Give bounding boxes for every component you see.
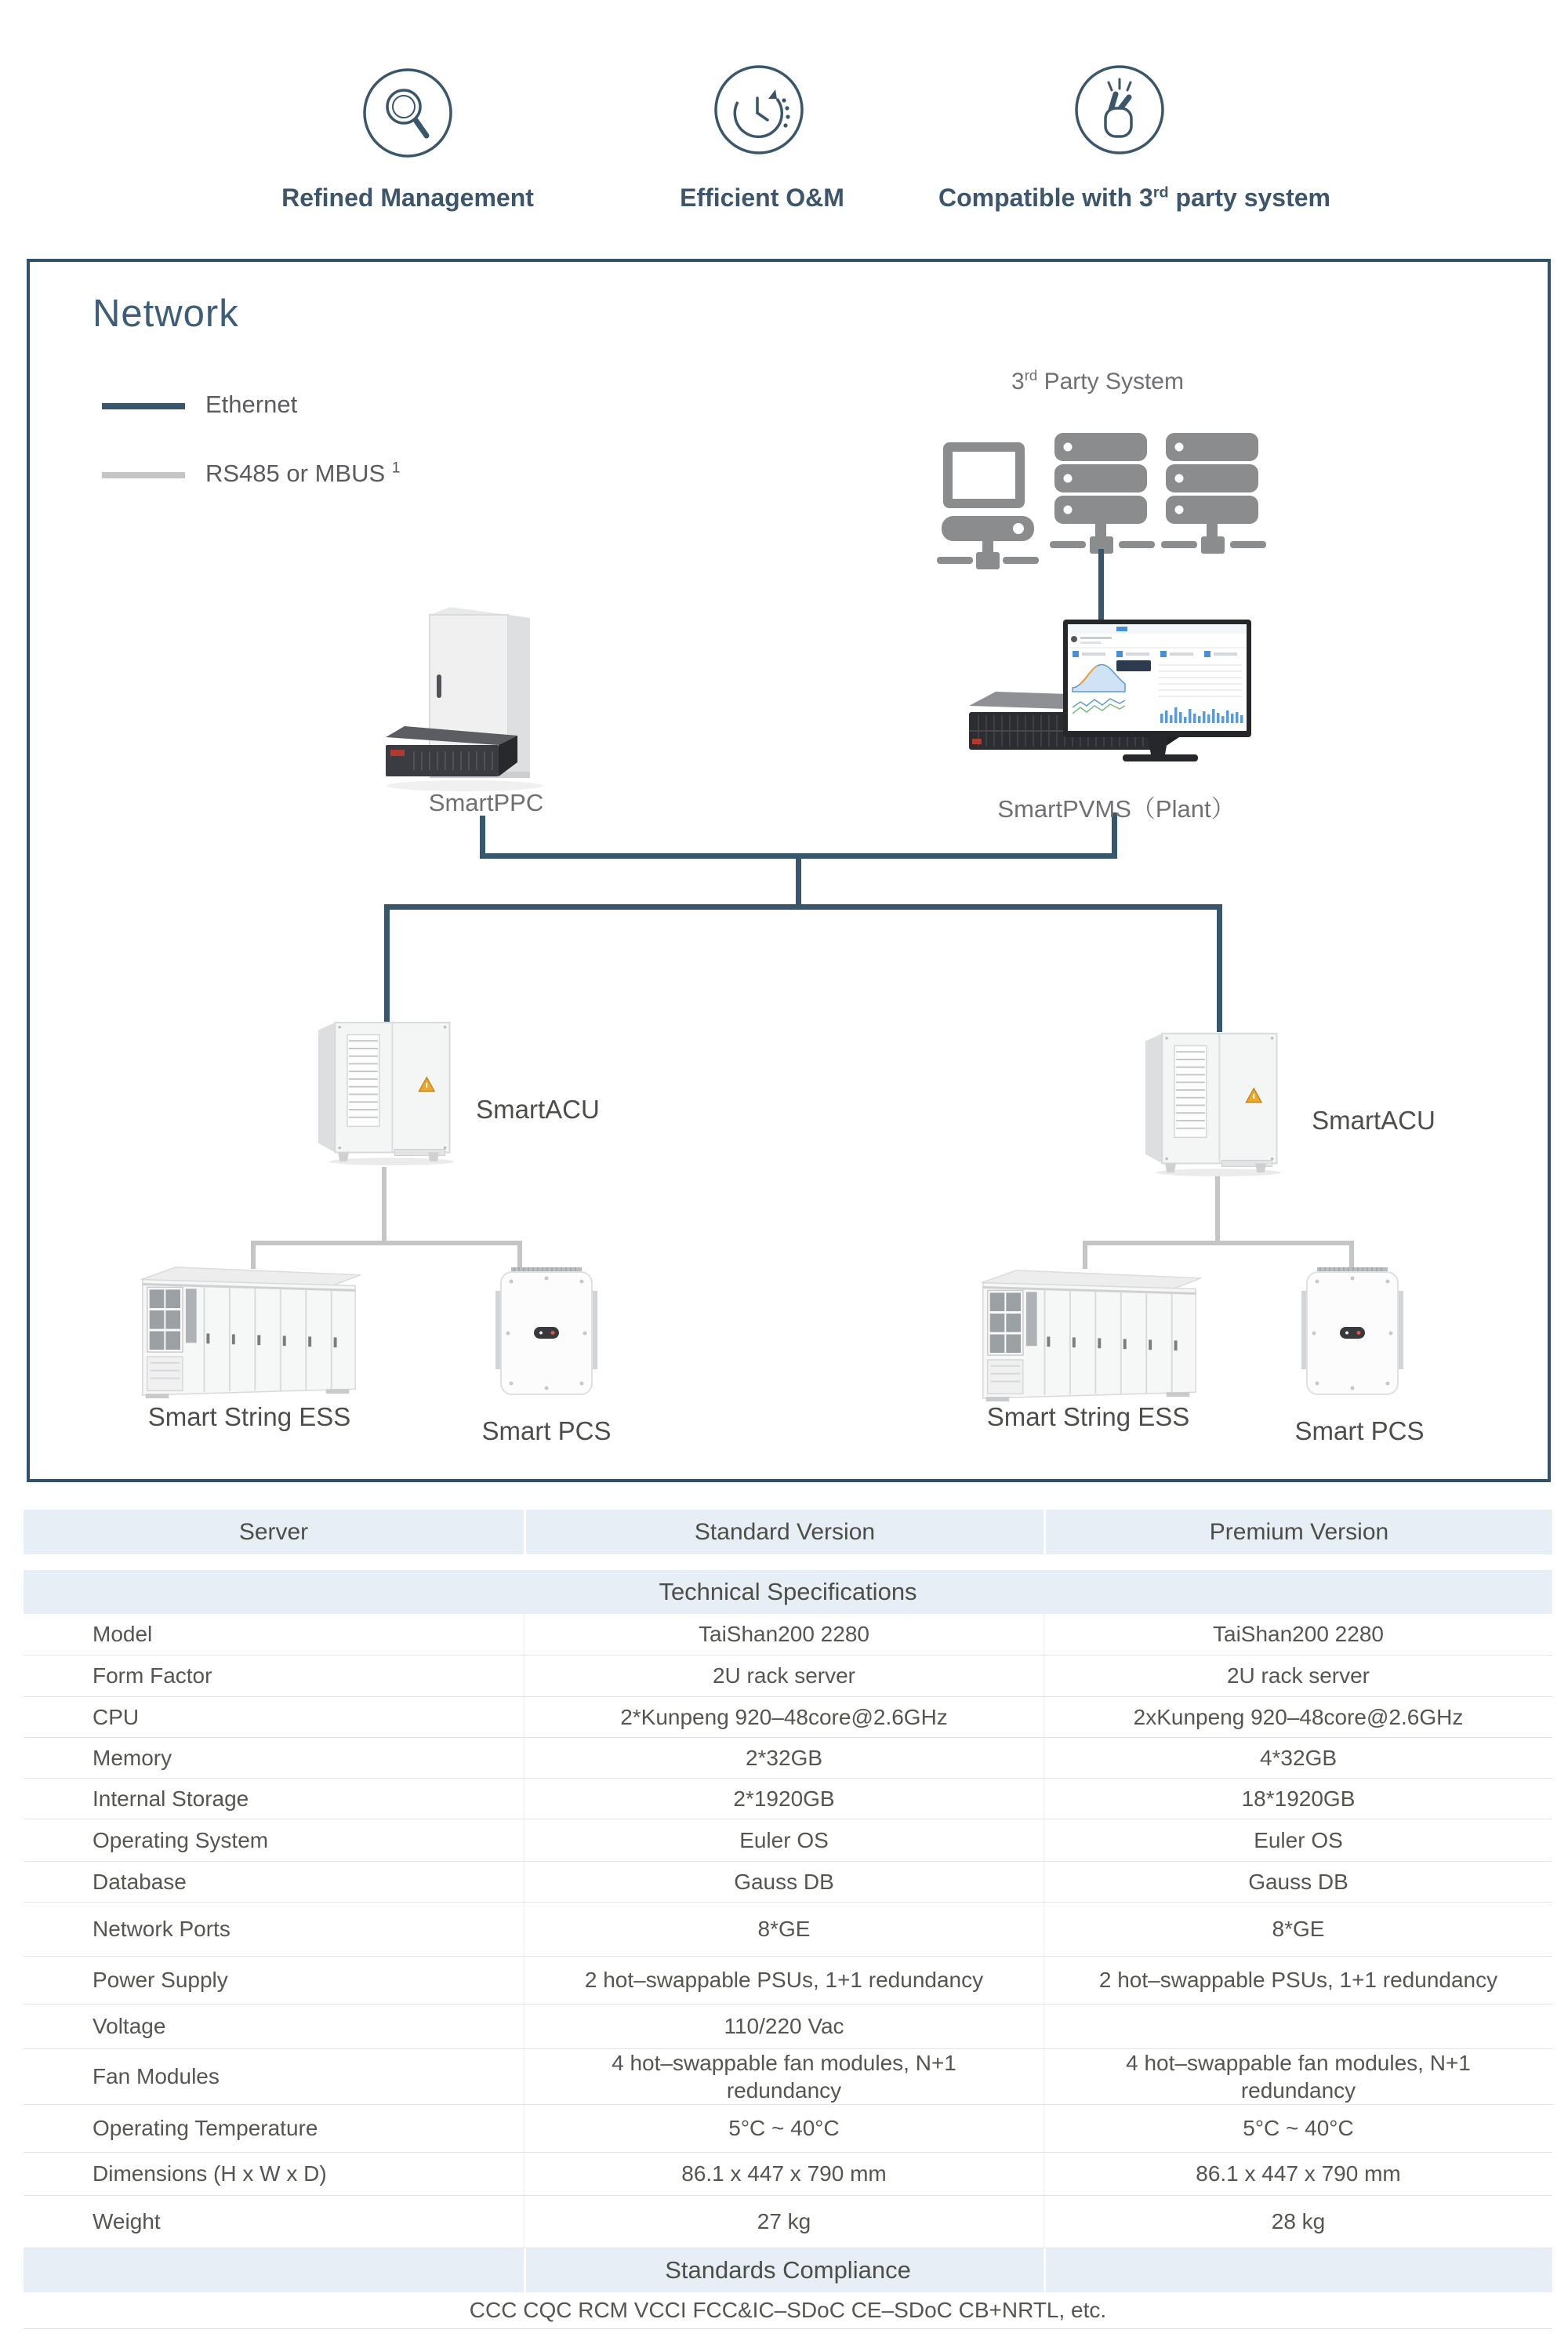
table-spacer	[24, 1554, 1552, 1570]
spec-premium: 18*1920GB	[1044, 1779, 1552, 1819]
spec-standard: 5°C ~ 40°C	[524, 2105, 1044, 2152]
ethernet-line-acu-right-drop	[1217, 904, 1222, 1032]
section-title: Standards Compliance	[665, 2256, 911, 2284]
rs485-line-ess-right	[1083, 1241, 1087, 1269]
spec-label: Form Factor	[93, 1663, 212, 1688]
smartppc-image	[375, 605, 559, 798]
spec-premium: 28 kg	[1044, 2196, 1552, 2248]
third-party-system-label: 3rd Party System	[1011, 367, 1184, 394]
spec-label: Voltage	[93, 2014, 166, 2038]
spec-label: Operating Temperature	[93, 2116, 318, 2140]
feature-label-refined-management	[281, 184, 534, 213]
table-row	[24, 1903, 1552, 1957]
section-title: Technical Specifications	[659, 1578, 917, 1605]
rs485-line-acu-right	[1215, 1176, 1220, 1245]
table-row	[24, 1614, 1552, 1656]
smartpvms-label: SmartPVMS（Plant）	[997, 795, 1236, 823]
feature-text: Compatible with 3	[938, 184, 1153, 212]
spec-standard: 86.1 x 447 x 790 mm	[524, 2153, 1044, 2195]
superscript: rd	[1152, 184, 1169, 202]
smart-string-ess-image	[974, 1266, 1205, 1403]
table-row	[24, 1656, 1552, 1697]
ess-right-label: Smart String ESS	[986, 1402, 1190, 1431]
spec-standard: 8*GE	[524, 1903, 1044, 1956]
table-row	[24, 1697, 1552, 1738]
spec-premium	[1044, 2049, 1552, 2104]
rs485-line-left-bus	[251, 1241, 522, 1245]
spec-premium: Euler OS	[1044, 1819, 1552, 1861]
feature-label-compatible	[938, 184, 1330, 213]
feature-text: party system	[1168, 184, 1330, 212]
spec-standard: TaiShan200 2280	[524, 1614, 1044, 1655]
ess-left-label: Smart String ESS	[147, 1402, 351, 1431]
table-row	[24, 1862, 1552, 1903]
spec-standard: 2U rack server	[524, 1656, 1044, 1696]
spec-standard	[524, 2049, 1044, 2104]
column-header-premium: Premium Version	[1044, 1510, 1552, 1554]
table-row	[24, 2004, 1552, 2049]
spec-standard: 2 hot–swappable PSUs, 1+1 redundancy	[524, 1957, 1044, 2004]
spec-premium-text: 4 hot–swappable fan modules, N+1 redundancy	[1126, 2051, 1471, 2103]
spec-label: Power Supply	[93, 1968, 228, 1992]
spec-standard: 2*Kunpeng 920–48core@2.6GHz	[524, 1697, 1044, 1737]
spec-table-header	[24, 1510, 1552, 1554]
spec-label: Network Ports	[93, 1917, 230, 1941]
spec-label: Fan Modules	[93, 2064, 220, 2088]
legend-rs485-swatch	[102, 472, 185, 478]
snap-fingers-icon	[1073, 63, 1167, 157]
spec-label: Internal Storage	[93, 1786, 249, 1811]
spec-standard: 2*32GB	[524, 1738, 1044, 1778]
smartacu-image	[1141, 1029, 1294, 1178]
table-row	[24, 2196, 1552, 2248]
legend-ethernet-swatch	[102, 403, 185, 409]
ethernet-line-bracket2	[384, 904, 1222, 910]
spec-premium: 2 hot–swappable PSUs, 1+1 redundancy	[1044, 1957, 1552, 2004]
table-row	[24, 2049, 1552, 2105]
table-row	[24, 2105, 1552, 2153]
ethernet-line-mid-drop	[796, 853, 801, 910]
table-row	[24, 1957, 1552, 2004]
spec-label: Weight	[93, 2209, 161, 2233]
table-row	[24, 1738, 1552, 1779]
spec-premium: 2U rack server	[1044, 1656, 1552, 1696]
ethernet-line-acu-left-drop	[384, 904, 390, 1022]
spec-standard: 2*1920GB	[524, 1779, 1044, 1819]
pcs-left-label: Smart PCS	[481, 1416, 612, 1445]
column-header-server: Server	[24, 1510, 524, 1554]
smart-pcs-image	[488, 1264, 605, 1401]
magnifier-icon	[361, 66, 455, 160]
rs485-line-right-bus	[1083, 1241, 1354, 1245]
footnote-marker: 1	[391, 460, 401, 477]
smartpvms-image	[963, 613, 1257, 774]
smartppc-label: SmartPPC	[428, 789, 544, 816]
spec-label: Operating System	[93, 1827, 269, 1852]
spec-premium	[1044, 2004, 1552, 2048]
spec-standard: 27 kg	[524, 2196, 1044, 2248]
table-row	[24, 1779, 1552, 1819]
smartacu-image	[314, 1018, 466, 1167]
smart-string-ess-image	[133, 1263, 365, 1400]
table-row	[24, 1819, 1552, 1862]
section-technical-specifications	[24, 1570, 1552, 1614]
ethernet-line-3p-to-pvms	[1098, 549, 1104, 621]
table-row	[24, 2153, 1552, 2196]
spec-premium: 2xKunpeng 920–48core@2.6GHz	[1044, 1697, 1552, 1737]
spec-premium: 5°C ~ 40°C	[1044, 2105, 1552, 2152]
spec-label: Model	[93, 1622, 153, 1646]
efficiency-clock-icon	[712, 63, 806, 157]
spec-standard: Euler OS	[524, 1819, 1044, 1861]
pcs-right-label: Smart PCS	[1294, 1416, 1425, 1445]
smart-pcs-image	[1294, 1264, 1411, 1401]
smartacu-right-label: SmartACU	[1312, 1106, 1436, 1135]
spec-standard: Gauss DB	[524, 1862, 1044, 1902]
spec-label: Memory	[93, 1745, 172, 1770]
rs485-line-acu-left	[382, 1167, 387, 1245]
spec-table	[24, 1510, 1552, 2329]
feature-text: Refined Management	[281, 184, 534, 212]
ethernet-line-ppc-drop	[480, 816, 485, 858]
spec-label: CPU	[93, 1704, 140, 1729]
spec-premium: Gauss DB	[1044, 1862, 1552, 1902]
network-title: Network	[93, 293, 239, 335]
spec-premium: 86.1 x 447 x 790 mm	[1044, 2153, 1552, 2195]
spec-premium: 8*GE	[1044, 1903, 1552, 1956]
section-standards-compliance	[24, 2248, 1552, 2292]
feature-label-efficient-om	[680, 184, 844, 213]
legend-ethernet-label: Ethernet	[205, 391, 298, 418]
spec-premium: TaiShan200 2280	[1044, 1614, 1552, 1655]
smartacu-left-label: SmartACU	[476, 1095, 600, 1124]
spec-standard-text: 4 hot–swappable fan modules, N+1 redundancy	[612, 2051, 956, 2103]
spec-label: Database	[93, 1869, 187, 1894]
spec-label: Dimensions (H x W x D)	[93, 2161, 327, 2186]
spec-premium: 4*32GB	[1044, 1738, 1552, 1778]
feature-text: Efficient O&M	[680, 184, 844, 212]
spec-standard: 110/220 Vac	[524, 2004, 1044, 2048]
compliance-values: CCC CQC RCM VCCI FCC&IC–SDoC CE–SDoC CB+NRTL, etc.	[24, 2292, 1552, 2329]
legend-rs485-label: RS485 or MBUS $^1$	[205, 460, 401, 487]
column-header-standard: Standard Version	[524, 1510, 1044, 1554]
